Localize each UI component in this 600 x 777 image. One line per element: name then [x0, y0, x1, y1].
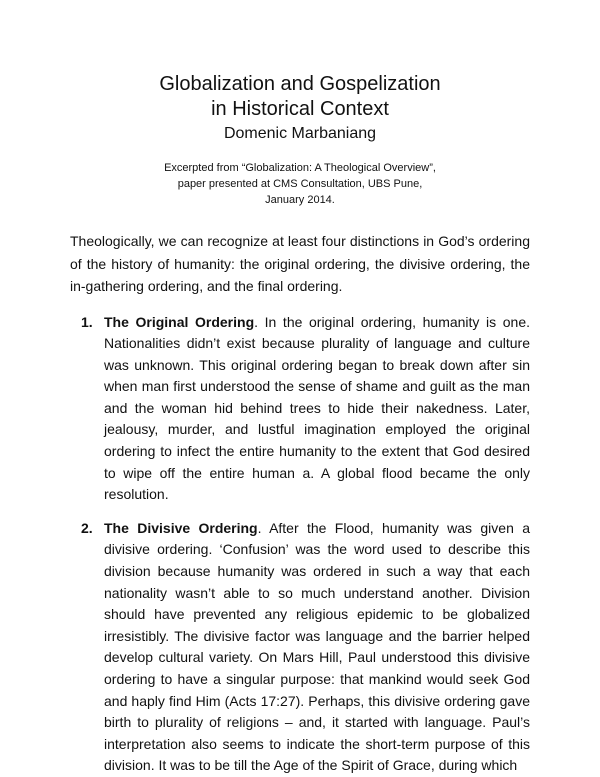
- list-item: [81, 312, 531, 506]
- excerpt-note: [70, 160, 530, 208]
- intro-paragraph: Theologically, we can recognize at least four distinctions in God’s ordering of the history of humanity: the original ordering, the divisive ordering, the in-gathering ordering, and the final ordering.: [70, 233, 530, 294]
- document-title: [70, 72, 530, 122]
- list-item-heading: The Divisive Ordering: [104, 519, 258, 536]
- list-item-text: . In the original ordering, humanity is one. Nationalities didn’t exist because plurality of language and culture was unknown. This original ordering began to break down after sin when man first understood the sense of shame and guilt as the man and the woman hid behind trees to hide their nakedness. Later, jealousy, murder, and lustful imagination employed the original ordering to infect the entire humanity to the extent that God desired to wipe off the entire human a. A global flood became the only resolution.: [104, 313, 531, 503]
- list-item: [81, 518, 530, 777]
- title-block: [70, 0, 530, 208]
- ordering-list: [70, 312, 530, 777]
- excerpt-line-3: January 2014.: [265, 194, 335, 206]
- list-item-number: 1.: [81, 313, 93, 330]
- title-line-2: in Historical Context: [211, 98, 389, 120]
- excerpt-line-1: Excerpted from “Globalization: A Theological Overview”,: [164, 162, 436, 174]
- list-item-text: . After the Flood, humanity was given a divisive ordering. ‘Confusion’ was the word used to describe this division because humanity was ordered in such a way that each nationality wasn’t able to so much understand another. Division should have prevented any religious epidemic to be globalized irresistibly. The divisive factor was language and the barrier helped develop cultural variety. On Mars Hill, Paul understood this divisive ordering to have a singular purpose: that mankind would seek God and haply find Him (Acts 17:27). Perhaps, this divisive ordering gave birth to plurality of religions – and, it started with language. Paul’s interpretation also seems to indicate the short-term purpose of this division. It was to be till the Age of the Spirit of Grace, during which: [104, 519, 530, 774]
- list-item-number: 2.: [81, 519, 93, 536]
- title-line-1: Globalization and Gospelization: [159, 73, 441, 95]
- author-name: Domenic Marbaniang: [223, 125, 377, 142]
- excerpt-line-2: paper presented at CMS Consultation, UBS Pune,: [177, 178, 423, 190]
- list-item-heading: The Original Ordering: [104, 313, 255, 330]
